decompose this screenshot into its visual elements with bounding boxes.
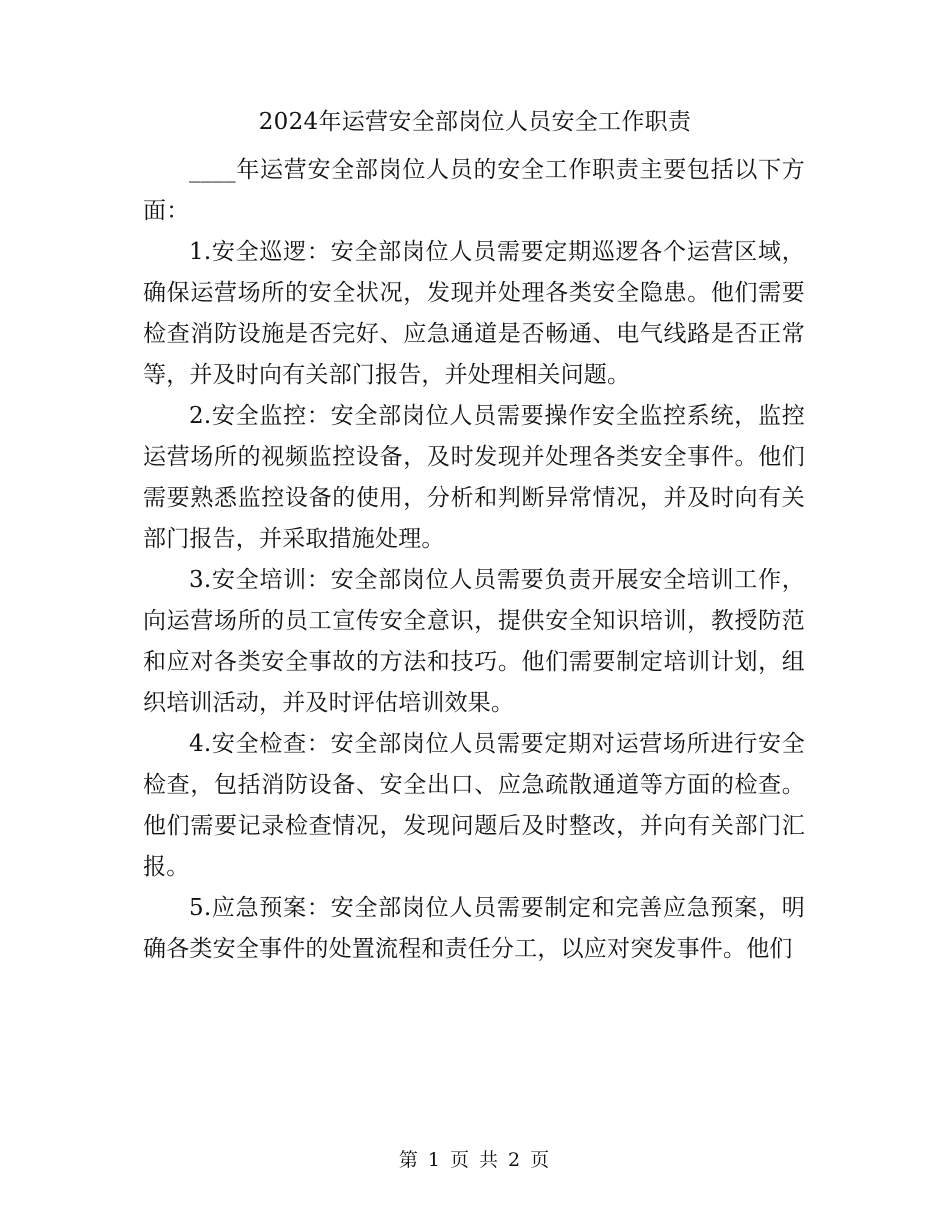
duty-monitoring-paragraph: 2.安全监控：安全部岗位人员需要操作安全监控系统，监控运营场所的视频监控设备，及时发现并处理各类安全事件。他们需要熟悉监控设备的使用，分析和判断异常情况，并及时向有关部门报告，并采取措施处理。 xyxy=(143,403,805,552)
document-title: 2024年运营安全部岗位人员安全工作职责 xyxy=(258,109,692,135)
page-number-footer: 第 1 页 共 2 页 xyxy=(398,1149,552,1171)
duty-training-paragraph: 3.安全培训：安全部岗位人员需要负责开展安全培训工作，向运营场所的员工宣传安全意识，提供安全知识培训，教授防范和应对各类安全事故的方法和技巧。他们需要制定培训计划，组织培训活动，并及时评估培训效果。 xyxy=(143,567,805,716)
intro-paragraph: ____年运营安全部岗位人员的安全工作职责主要包括以下方面： xyxy=(143,157,805,224)
duty-emergency-plan-paragraph: 5.应急预案：安全部岗位人员需要制定和完善应急预案，明确各类安全事件的处置流程和责任分工，以应对突发事件。他们 xyxy=(143,895,805,962)
duty-patrol-paragraph: 1.安全巡逻：安全部岗位人员需要定期巡逻各个运营区域，确保运营场所的安全状况，发现并处理各类安全隐患。他们需要检查消防设施是否完好、应急通道是否畅通、电气线路是否正常等，并及时向有关部门报告，并处理相关问题。 xyxy=(143,239,805,388)
document-body xyxy=(143,150,805,970)
duty-inspection-paragraph: 4.安全检查：安全部岗位人员需要定期对运营场所进行安全检查，包括消防设备、安全出口、应急疏散通道等方面的检查。他们需要记录检查情况，发现问题后及时整改，并向有关部门汇报。 xyxy=(143,731,805,880)
